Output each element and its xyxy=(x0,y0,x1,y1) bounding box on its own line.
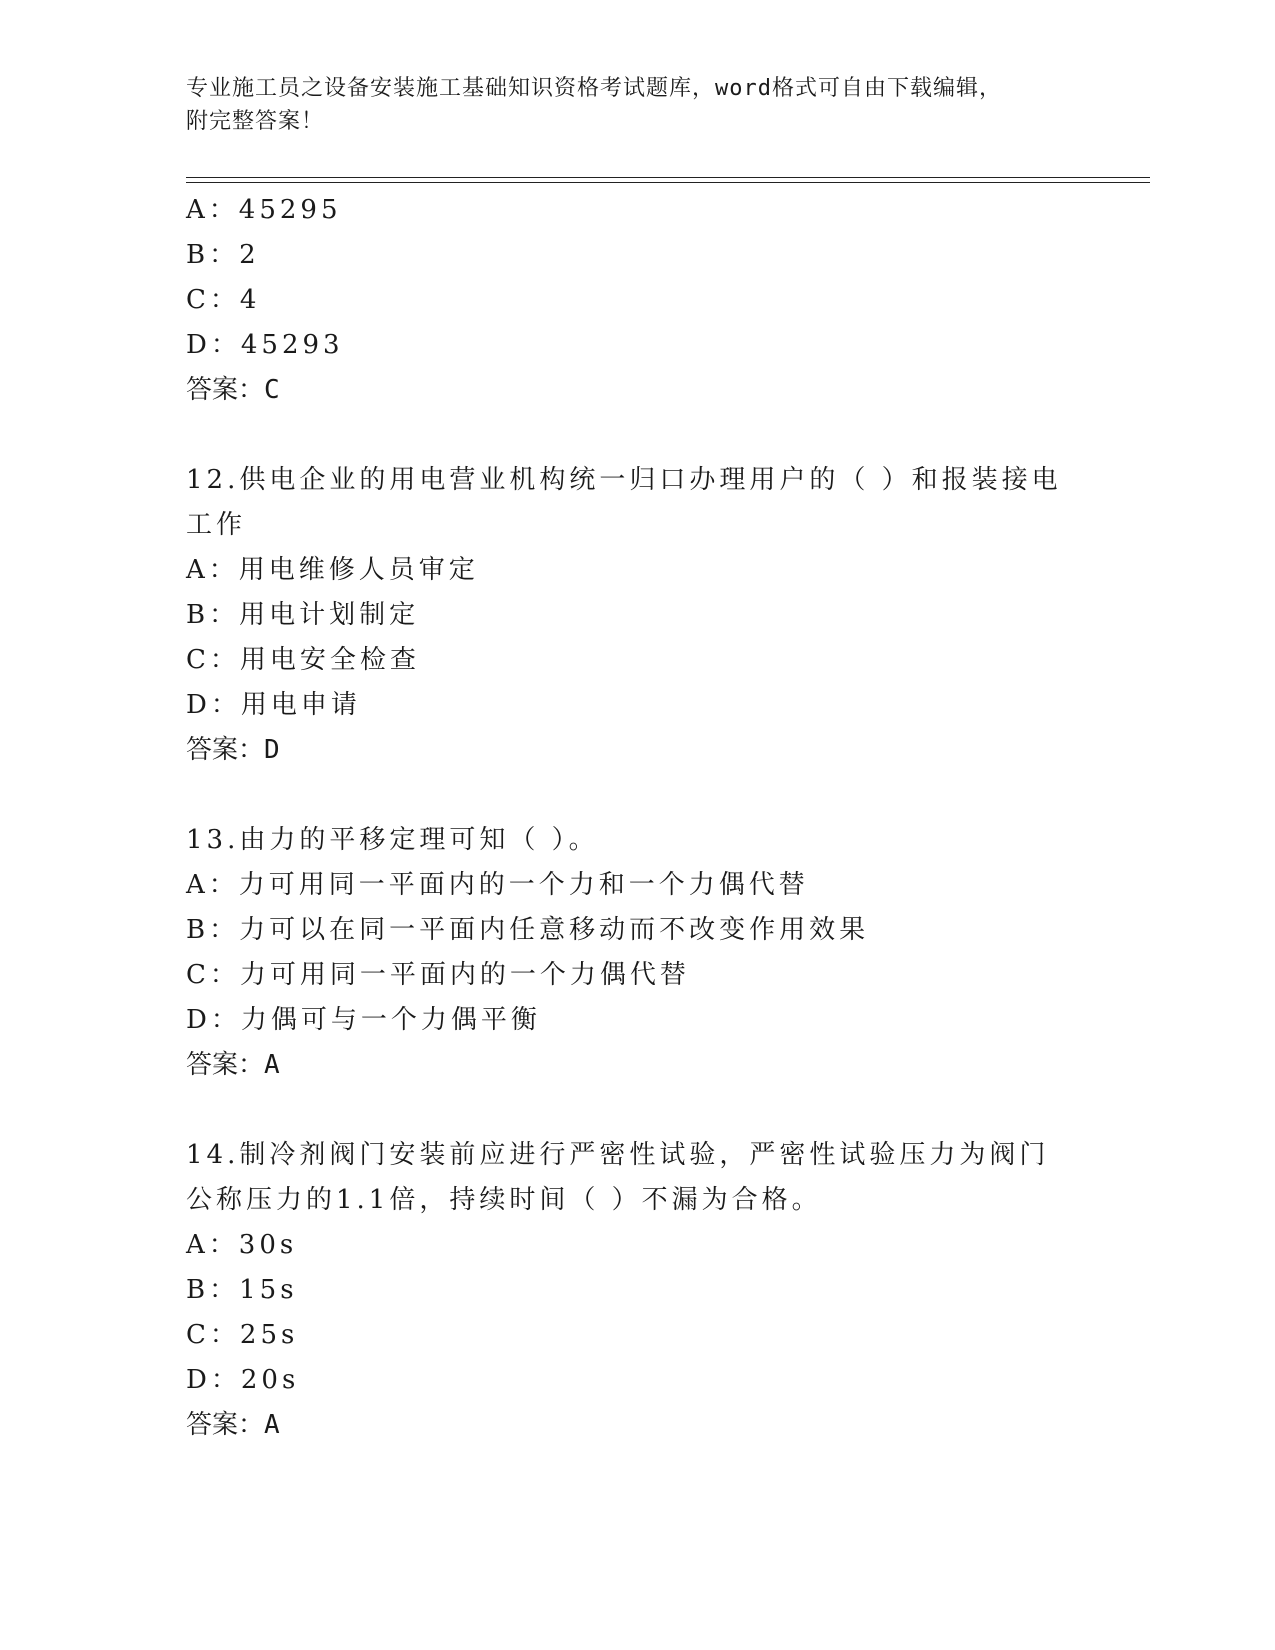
option-c: C：用电安全检查 xyxy=(186,645,420,675)
option-d: D：用电申请 xyxy=(186,690,361,720)
header-divider-bottom xyxy=(186,182,1150,183)
question-stem: 14.制冷剂阀门安装前应进行严密性试验，严密性试验压力为阀门公称压力的1.1倍，持续时间（ ）不漏为合格。 xyxy=(186,1140,1050,1215)
question-stem: 12.供电企业的用电营业机构统一归口办理用户的（ ）和报装接电工作 xyxy=(186,465,1062,540)
option-d: D：20s xyxy=(186,1365,300,1395)
question-stem: 13.由力的平移定理可知（ ）。 xyxy=(186,825,599,855)
answer-line: 答案：A xyxy=(186,1050,280,1080)
option-b: B：2 xyxy=(186,240,260,270)
question-block-11 xyxy=(186,188,1086,413)
block-spacer xyxy=(186,413,1086,458)
question-block-12 xyxy=(186,458,1086,773)
option-a: A：45295 xyxy=(186,195,342,225)
option-b: B：用电计划制定 xyxy=(186,600,420,630)
header-divider-top xyxy=(186,177,1150,178)
option-b: B：15s xyxy=(186,1275,298,1305)
option-d: D：力偶可与一个力偶平衡 xyxy=(186,1005,541,1035)
answer-value: A xyxy=(264,1410,280,1440)
question-block-13 xyxy=(186,818,1086,1088)
question-list xyxy=(186,188,1086,1448)
option-c: C：力可用同一平面内的一个力偶代替 xyxy=(186,960,690,990)
question-block-14 xyxy=(186,1133,1086,1448)
answer-value: D xyxy=(264,735,280,765)
document-header xyxy=(186,72,1066,138)
option-b: B：力可以在同一平面内任意移动而不改变作用效果 xyxy=(186,915,870,945)
answer-value: A xyxy=(264,1050,280,1080)
block-spacer xyxy=(186,773,1086,818)
option-c: C：4 xyxy=(186,285,261,315)
answer-line: 答案：A xyxy=(186,1410,280,1440)
answer-line: 答案：D xyxy=(186,735,280,765)
option-c: C：25s xyxy=(186,1320,299,1350)
header-line-2: 附完整答案！ xyxy=(186,109,325,134)
option-a: A：用电维修人员审定 xyxy=(186,555,479,585)
answer-value: C xyxy=(264,375,280,405)
header-line-1: 专业施工员之设备安装施工基础知识资格考试题库，word格式可自由下载编辑， xyxy=(186,76,1002,101)
option-d: D：45293 xyxy=(186,330,344,360)
answer-line: 答案：C xyxy=(186,375,280,405)
block-spacer xyxy=(186,1088,1086,1133)
option-a: A：力可用同一平面内的一个力和一个力偶代替 xyxy=(186,870,809,900)
option-a: A：30s xyxy=(186,1230,298,1260)
